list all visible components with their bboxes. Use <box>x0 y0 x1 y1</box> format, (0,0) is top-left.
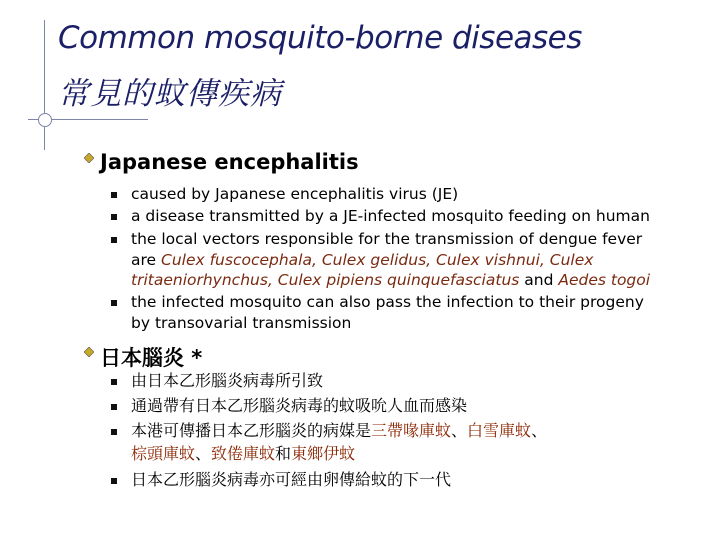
species-list-1: Culex fuscocephala, Culex gelidus, Culex vishnui, Culex <box>161 251 594 269</box>
list-item: 由日本乙形腦炎病毒所引致 <box>131 371 324 390</box>
square-bullet-icon <box>111 429 117 435</box>
vector-species: 東鄉伊蚊 <box>291 444 356 463</box>
separator: 、 <box>451 421 468 440</box>
text-and: and <box>519 271 559 289</box>
vector-species: 白雪庫蚊 <box>467 421 532 440</box>
square-bullet-icon <box>111 214 117 220</box>
list-item: 日本乙形腦炎病毒亦可經由卵傳給蚊的下一代 <box>131 470 452 489</box>
list-item: caused by Japanese encephalitis virus (JE) <box>131 185 459 203</box>
slide-title: Common mosquito-borne diseases <box>58 20 582 56</box>
text-are: are <box>131 251 161 269</box>
list-item-continuation <box>131 443 355 464</box>
diamond-bullet-icon <box>84 153 94 163</box>
list-item-continuation <box>131 250 593 271</box>
vector-species: 三帶喙庫蚊 <box>371 421 452 440</box>
list-item: 通過帶有日本乙形腦炎病毒的蚊吸吮人血而感染 <box>131 396 468 415</box>
vector-intro: 本港可傳播日本乙形腦炎的病媒是 <box>131 421 372 440</box>
list-item-continuation: by transovarial transmission <box>131 314 352 332</box>
square-bullet-icon <box>111 192 117 198</box>
list-item: a disease transmitted by a JE-infected mosquito feeding on human <box>131 207 650 225</box>
separator: 、 <box>195 444 212 463</box>
section-heading-english: Japanese encephalitis <box>100 150 359 174</box>
square-bullet-icon <box>111 478 117 484</box>
title-rule-circle <box>38 113 52 127</box>
list-item <box>131 420 547 441</box>
list-item-continuation <box>131 270 650 291</box>
square-bullet-icon <box>111 404 117 410</box>
list-item: the local vectors responsible for the transmission of dengue fever <box>131 230 643 248</box>
square-bullet-icon <box>111 379 117 385</box>
square-bullet-icon <box>111 237 117 243</box>
slide-subtitle-chinese: 常見的蚊傳疾病 <box>58 76 282 112</box>
title-vertical-rule <box>44 20 45 150</box>
square-bullet-icon <box>111 300 117 306</box>
species-list-2: tritaeniorhynchus, Culex pipiens quinquefasciatus <box>131 271 520 289</box>
section-heading-chinese: 日本腦炎 * <box>100 346 203 370</box>
list-item: the infected mosquito can also pass the infection to their progeny <box>131 293 644 311</box>
species-aedes: Aedes togoi <box>558 271 651 289</box>
vector-species: 棕頭庫蚊 <box>131 444 196 463</box>
separator: 、 <box>531 421 548 440</box>
diamond-bullet-icon <box>84 347 94 357</box>
vector-species: 致倦庫蚊 <box>211 444 276 463</box>
text-and-zh: 和 <box>275 444 292 463</box>
